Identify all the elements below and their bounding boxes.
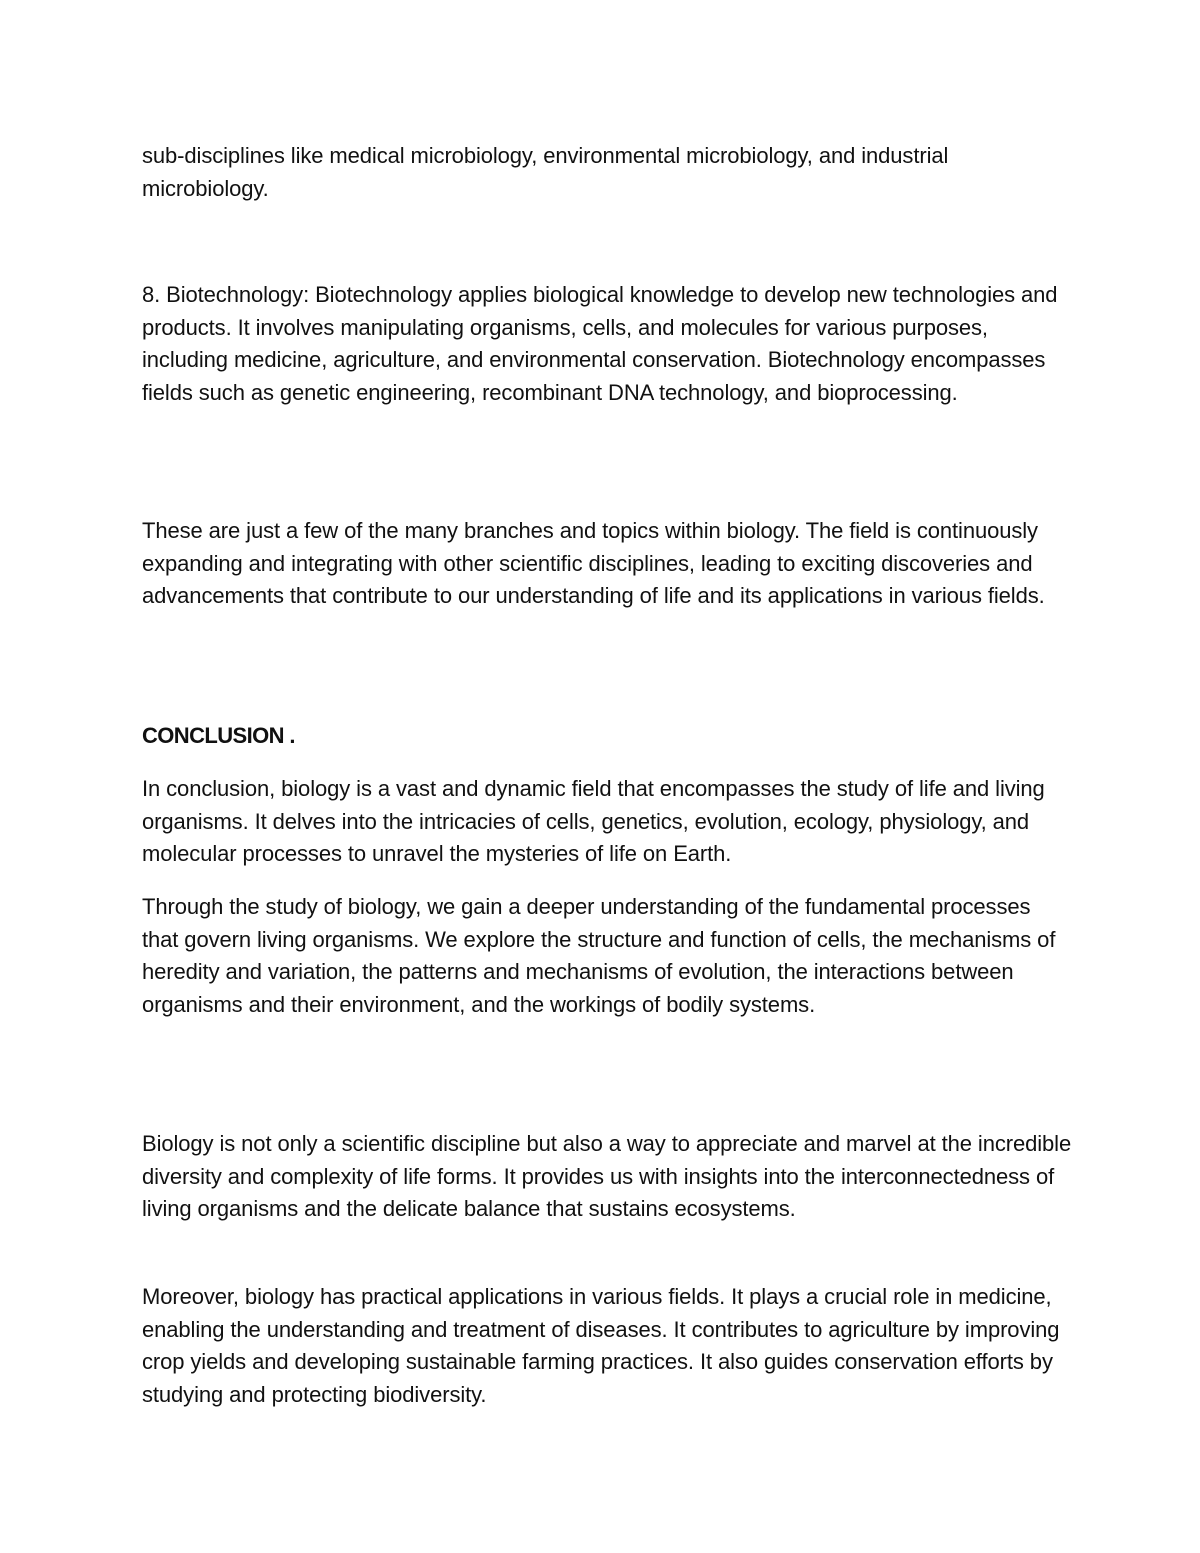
paragraph-microbiology-continuation: sub-disciplines like medical microbiology, environmental microbiology, and industrial microbiology. (142, 143, 949, 201)
conclusion-heading: CONCLUSION . (142, 723, 295, 748)
paragraph-study-of-biology: Through the study of biology, we gain a deeper understanding of the fundamental processes that govern living organisms. We explore the structure and function of cells, the mechanisms of heredity and variation, the patterns and mechanisms of evolution, the interactions between organisms and their environment, and the workings of bodily systems. (142, 894, 1056, 1017)
paragraph-practical-applications: Moreover, biology has practical applications in various fields. It plays a crucial role in medicine, enabling the understanding and treatment of diseases. It contributes to agriculture by improving crop yields and developing sustainable farming practices. It also guides conservation efforts by studying and protecting biodiversity. (142, 1284, 1060, 1407)
paragraph-appreciation: Biology is not only a scientific discipline but also a way to appreciate and marvel at the incredible diversity and complexity of life forms. It provides us with insights into the interconnectedness of living organisms and the delicate balance that sustains ecosystems. (142, 1131, 1072, 1221)
paragraph-conclusion-intro: In conclusion, biology is a vast and dynamic field that encompasses the study of life and living organisms. It delves into the intricacies of cells, genetics, evolution, ecology, physiology, and molecular processes to unravel the mysteries of life on Earth. (142, 776, 1045, 866)
paragraph-biotechnology: 8. Biotechnology: Biotechnology applies biological knowledge to develop new technologies and products. It involves manipulating organisms, cells, and molecules for various purposes, including medicine, agriculture, and environmental conservation. Biotechnology encompasses fields such as genetic engineering, recombinant DNA technology, and bioprocessing. (142, 282, 1058, 405)
paragraph-branches-summary: These are just a few of the many branches and topics within biology. The field is continuously expanding and integrating with other scientific disciplines, leading to exciting discoveries and advancements that contribute to our understanding of life and its applications in various fields. (142, 518, 1045, 608)
